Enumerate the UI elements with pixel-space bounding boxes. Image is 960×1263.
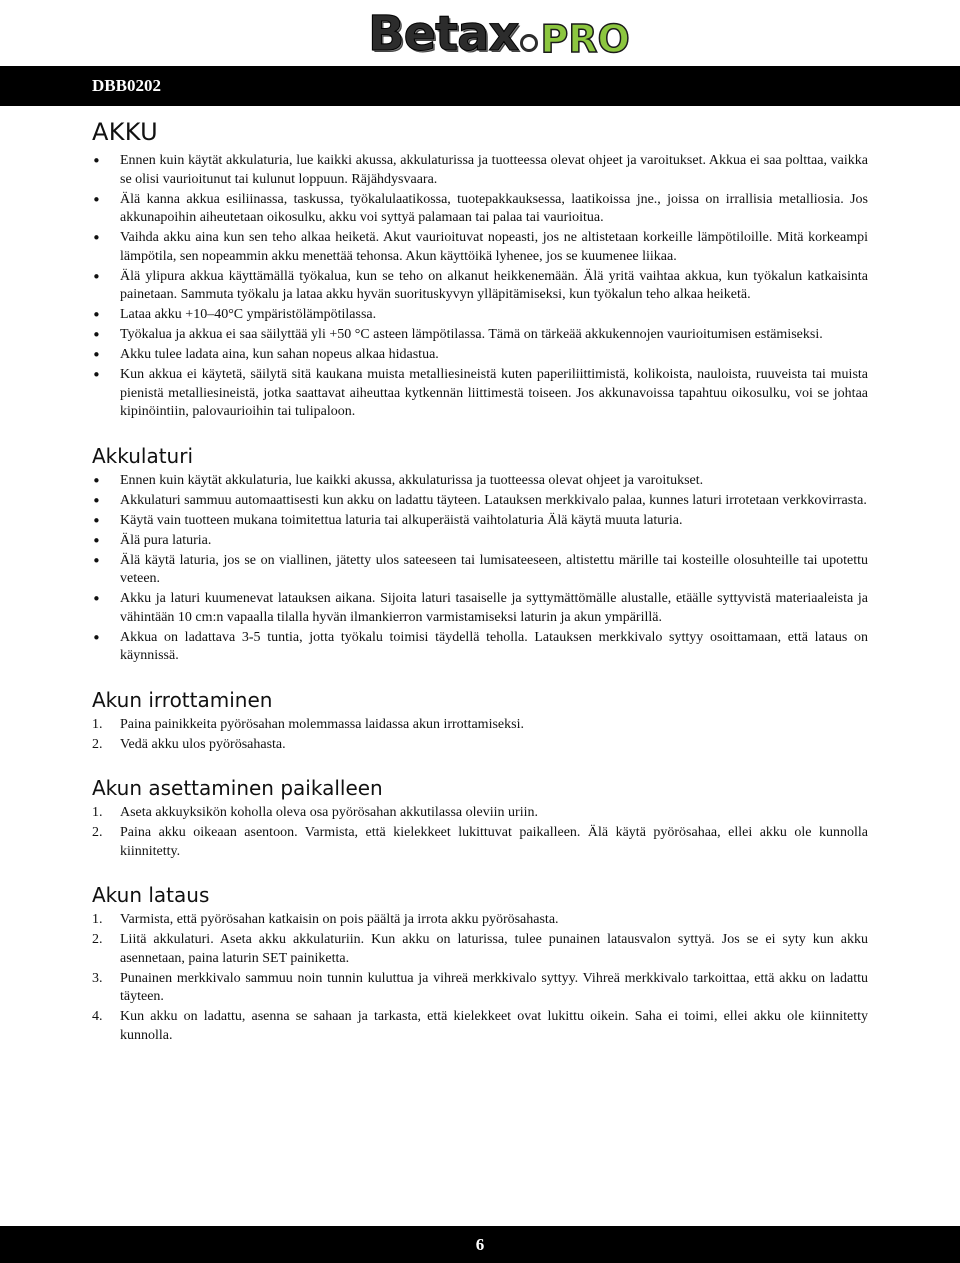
- step-number: 2.: [92, 932, 103, 947]
- list-item: • Ennen kuin käytät akkulaturia, lue kaikki akussa, akkulaturissa ja tuotteessa olevat ohjeet ja varoitukset. Akkua ei saa polttaa, vaikka se olisi vaurioitunut tai kulunut loppuun. Räjähdysvaara.: [92, 152, 868, 189]
- step-text: Paina akku oikeaan asentoon. Varmista, että kielekkeet lukittuvat paikalleen. Älä käytä pyörösahaa, ellei akku ole kunnolla kiinnitetty.: [120, 825, 868, 859]
- logo-text: Betax: [368, 6, 519, 62]
- step-number: 2.: [92, 736, 103, 752]
- step-text: Kun akku on ladattu, asenna se sahaan ja tarkasta, että kielekkeet ovat lukittu oikein. Saha ei toimi, ellei akku ole kiinnitetty kunnolla.: [120, 1009, 868, 1043]
- section-title-akkulaturi: Akkulaturi: [92, 443, 194, 468]
- list-item: • Käytä vain tuotteen mukana toimitettua laturia tai alkuperäistä vaihtolaturia Älä käytä muuta laturia.: [92, 512, 868, 531]
- list-item: [92, 804, 868, 823]
- section-title-asettaminen: Akun asettaminen paikalleen: [92, 776, 383, 800]
- step-number: 2.: [92, 825, 103, 840]
- list-item: [92, 931, 868, 968]
- list-item: [92, 1008, 868, 1045]
- step-number: 1.: [92, 716, 103, 732]
- header-bar: [0, 66, 960, 106]
- list-item: • Älä kanna akkua esiliinassa, taskussa, työkalulaatikossa, tuotepakkauksessa, laatikoissa jne., joissa on irrallisia metalliosia. Jos akkunapoihin aiheutetaan oikosulku, akku voi syttyä palamaan tai palaa tai vaurioitua.: [92, 191, 868, 228]
- list-item: • Työkalua ja akkua ei saa säilyttää yli +50 °C asteen lämpötilassa. Tämä on tärkeää akkukennojen vaurioitumisen estämiseksi.: [92, 326, 868, 345]
- section-title-akku: AKKU: [92, 118, 159, 146]
- step-number: 1.: [92, 805, 103, 820]
- list-item: [92, 736, 868, 755]
- akku-list: [92, 152, 868, 422]
- page-number: 6: [475, 1234, 485, 1254]
- list-item: • Akku tulee ladata aina, kun sahan nopeus alkaa hidastua.: [92, 346, 868, 365]
- list-item: [92, 911, 868, 930]
- step-text: Varmista, että pyörösahan katkaisin on pois päältä ja irrota akku pyörösahasta.: [120, 912, 559, 927]
- step-number: 3.: [92, 970, 103, 986]
- list-item: • Lataa akku +10–40°C ympäristölämpötilassa.: [92, 306, 868, 325]
- step-text: Paina painikkeita pyörösahan molemmassa laidassa akun irrottamiseksi.: [120, 716, 524, 732]
- document-body: [92, 118, 868, 1047]
- logo-dot: [520, 34, 538, 52]
- list-item: • Ennen kuin käytät akkulaturia, lue kaikki akussa, akkulaturissa ja tuotteessa olevat ohjeet ja varoitukset.: [92, 472, 868, 491]
- step-text: Vedä akku ulos pyörösahasta.: [120, 736, 286, 752]
- list-item: • Akkulaturi sammuu automaattisesti kun akku on ladattu täyteen. Latauksen merkkivalo palaa, kunnes laturi irrotetaan verkkovirrasta.: [92, 492, 868, 511]
- irrottaminen-list: [92, 716, 868, 755]
- list-item: [92, 824, 868, 861]
- asettaminen-list: [92, 804, 868, 861]
- step-text: Punainen merkkivalo sammuu noin tunnin kuluttua ja vihreä merkkivalo syttyy. Vihreä merkkivalo tarkoittaa, että akku on ladattu täyteen.: [120, 970, 868, 1004]
- step-number: 4.: [92, 1009, 103, 1024]
- logo-pro-text: PRO: [540, 17, 630, 61]
- list-item: • Akku ja laturi kuumenevat latauksen aikana. Sijoita laturi tasaiselle ja syttymättömälle alustalle, etäälle syttyvistä materiaaleista ja vähintään 10 cm:n vapaalla tilalla hyvän ilmankierron varmistamiseksi laturin ja akun ympärillä.: [92, 590, 868, 627]
- akkulaturi-list: [92, 472, 868, 666]
- section-title-lataus: Akun lataus: [92, 883, 210, 907]
- list-item: • Akkua on ladattava 3-5 tuntia, jotta työkalu toimisi täydellä teholla. Latauksen merkkivalo syttyy osoittamaan, että lataus on käynnissä.: [92, 629, 868, 666]
- step-text: Aseta akkuyksikön koholla oleva osa pyörösahan akkutilassa oleviin uriin.: [120, 805, 538, 820]
- model-number: DBB0202: [92, 76, 161, 95]
- list-item: • Älä käytä laturia, jos se on viallinen, jätetty ulos sateeseen tai lumisateeseen, altistettu märille tai kosteille olosuhteille tai upotettu veteen.: [92, 552, 868, 589]
- list-item: • Vaihda akku aina kun sen teho alkaa heiketä. Akut vaurioituvat nopeasti, jos ne altistetaan korkeille lämpötiloille. Mitä korkeampi lämpötila, sen nopeammin akku menettää tehonsa. Akun käyttöikä lyhenee, jos se kuumenee liikaa.: [92, 229, 868, 266]
- brand-logo: [368, 4, 630, 64]
- section-title-irrottaminen: Akun irrottaminen: [92, 687, 273, 712]
- list-item: [92, 716, 868, 735]
- list-item: [92, 970, 868, 1007]
- list-item: • Älä pura laturia.: [92, 532, 868, 551]
- footer-bar: [0, 1226, 960, 1263]
- list-item: • Kun akkua ei käytetä, säilytä sitä kaukana muista metalliesineistä kuten paperiliittimistä, kolikoista, nauloista, ruuveista tai muista pienistä metalliesineistä, jotka saattavat aiheuttaa kytkennän liittimestä toiseen. Jos akkunavoissa tapahtuu oikosulku, voi se johtaa kipinöintiin, palovaurioihin tai tulipaloon.: [92, 366, 868, 422]
- list-item: • Älä ylipura akkua käyttämällä työkalua, kun se teho on alkanut heikkenemään. Älä yritä vaihtaa akkua, kun työkalun katkaisinta painetaan. Sammuta työkalu ja lataa akku hyvän suorituskyvyn ylläpitämiseksi, kun työkalun teho alkaa heiketä.: [92, 268, 868, 305]
- step-text: Liitä akkulaturi. Aseta akku akkulaturiin. Kun akku on laturissa, tulee punainen latausvalon syttyä. Jos se ei syty kun akku asennetaan, paina laturin SET painiketta.: [120, 932, 868, 966]
- step-number: 1.: [92, 912, 103, 927]
- lataus-list: [92, 911, 868, 1045]
